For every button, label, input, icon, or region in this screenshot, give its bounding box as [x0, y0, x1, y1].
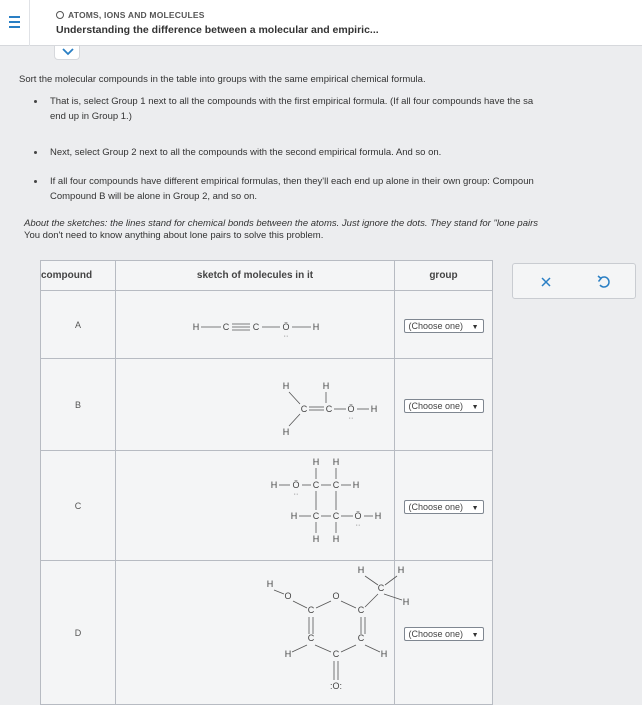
instruction-item — [36, 94, 533, 124]
atom-label: H — [270, 480, 278, 490]
atom-label: H — [282, 427, 290, 437]
collapse-button[interactable] — [54, 46, 80, 60]
group-cell — [395, 291, 493, 359]
instruction-text: Compound B will be alone in Group 2, and so on. — [50, 191, 258, 202]
atom-label: H — [380, 649, 388, 659]
table-row — [41, 359, 493, 451]
atom-label: H — [352, 480, 360, 490]
atom-label: H — [374, 511, 382, 521]
sketch-note-line: You don't need to know anything about lone pairs to solve this problem. — [24, 230, 324, 241]
group-cell — [395, 561, 493, 705]
atom-label: H — [322, 381, 330, 391]
group-cell — [395, 359, 493, 451]
atom-label: H — [357, 565, 365, 575]
group-select[interactable] — [404, 399, 484, 413]
atom-label: Ö — [282, 322, 290, 332]
group-select[interactable] — [404, 500, 484, 514]
svg-text:··: ·· — [348, 415, 354, 422]
top-bar — [0, 0, 642, 46]
close-icon — [537, 273, 555, 291]
atom-label: H — [312, 322, 320, 332]
atom-label: C — [357, 633, 365, 643]
atom-label: C — [332, 480, 340, 490]
atom-label: C — [312, 511, 320, 521]
atom-label: H — [312, 534, 320, 544]
compound-column-header: compound — [41, 261, 116, 291]
atom-label: O — [284, 591, 292, 601]
atom-label: H — [290, 511, 298, 521]
atom-label: C — [307, 605, 315, 615]
atom-label: H — [332, 534, 340, 544]
atom-label: H — [284, 649, 292, 659]
dropdown-arrow-icon: ▼ — [471, 323, 479, 331]
instruction-text: end up in Group 1.) — [50, 111, 132, 122]
atom-label: H — [332, 457, 340, 467]
atom-label: H — [370, 404, 378, 414]
bullet-icon — [34, 151, 37, 154]
chevron-down-icon — [62, 48, 74, 56]
atom-label: Ö — [347, 404, 355, 414]
circle-icon — [56, 11, 64, 19]
table-row — [41, 291, 493, 359]
atom-label: Ö — [354, 511, 362, 521]
compound-table — [40, 260, 493, 705]
atom-label: C — [307, 633, 315, 643]
instruction-text: If all four compounds have different empirical formulas, then they'll each end up alone in their own group: Compoun — [50, 176, 534, 187]
atom-label: :O: — [329, 681, 343, 691]
atom-label: H — [282, 381, 290, 391]
table-row — [41, 561, 493, 705]
atom-label: C — [332, 511, 340, 521]
molecule-sketch — [116, 451, 395, 561]
compound-label: B — [41, 359, 116, 451]
atom-label: C — [252, 322, 260, 332]
atom-label: H — [402, 597, 410, 607]
instruction-item — [36, 174, 534, 204]
sketch-note-line: About the sketches: the lines stand for chemical bonds between the atoms. Just ignore the dots. They stand for "lone pairs — [24, 218, 539, 229]
group-column-header: group — [395, 261, 493, 291]
undo-icon — [595, 273, 613, 291]
compound-label: D — [41, 561, 116, 705]
atom-label: C — [357, 605, 365, 615]
svg-text:··: ·· — [283, 333, 289, 340]
undo-button[interactable] — [595, 273, 613, 291]
group-select-value: (Choose one) — [408, 628, 464, 639]
atom-label: H — [397, 565, 405, 575]
table-row — [41, 451, 493, 561]
group-cell — [395, 451, 493, 561]
compound-label: C — [41, 451, 116, 561]
hamburger-menu-button[interactable] — [0, 0, 30, 46]
clear-button[interactable] — [537, 273, 555, 291]
atom-label: C — [332, 649, 340, 659]
answer-actions — [512, 263, 636, 299]
atom-label: C — [300, 404, 308, 414]
group-select[interactable] — [404, 627, 484, 641]
atom-label: H — [312, 457, 320, 467]
atom-label: H — [266, 579, 274, 589]
atom-label: C — [325, 404, 333, 414]
svg-text:··: ·· — [355, 522, 361, 529]
instruction-item — [36, 145, 441, 160]
question-intro: Sort the molecular compounds in the table into groups with the same empirical chemical formula. — [19, 74, 426, 85]
group-select-value: (Choose one) — [408, 501, 464, 512]
molecule-d-svg — [116, 561, 410, 699]
atom-label: C — [377, 583, 385, 593]
dropdown-arrow-icon: ▼ — [471, 403, 479, 411]
sketch-column-header: sketch of molecules in it — [116, 261, 395, 291]
molecule-sketch — [116, 291, 395, 359]
topic-label — [56, 10, 205, 20]
hamburger-menu-icon — [9, 16, 20, 18]
svg-text:··: ·· — [293, 491, 299, 498]
bullet-icon — [34, 100, 37, 103]
sketch-note — [24, 218, 538, 242]
hamburger-menu-icon-bar — [9, 26, 20, 28]
atom-label: C — [312, 480, 320, 490]
group-select-value: (Choose one) — [408, 320, 464, 331]
molecule-b-svg — [116, 359, 394, 445]
hamburger-menu-icon-bar — [9, 21, 20, 23]
molecule-sketch — [116, 359, 395, 451]
atom-label: C — [222, 322, 230, 332]
topic-text: ATOMS, IONS AND MOLECULES — [68, 10, 205, 20]
atom-label: Ö — [292, 480, 300, 490]
molecule-a-svg — [116, 291, 394, 353]
bullet-icon — [34, 180, 37, 183]
table-header-row — [41, 261, 493, 291]
dropdown-arrow-icon: ▼ — [471, 631, 479, 639]
compound-label: A — [41, 291, 116, 359]
molecule-c-svg — [116, 451, 394, 555]
atom-label: O — [332, 591, 340, 601]
atom-label: H — [192, 322, 200, 332]
group-select-value: (Choose one) — [408, 400, 464, 411]
group-select[interactable] — [404, 319, 484, 333]
dropdown-arrow-icon: ▼ — [471, 504, 479, 512]
page-title: Understanding the difference between a molecular and empiric... — [56, 24, 379, 36]
instruction-text: Next, select Group 2 next to all the compounds with the second empirical formula. And so on. — [50, 147, 442, 158]
instruction-text: That is, select Group 1 next to all the compounds with the first empirical formula. (If all four compounds have the sa — [50, 96, 534, 107]
molecule-sketch — [116, 561, 410, 705]
